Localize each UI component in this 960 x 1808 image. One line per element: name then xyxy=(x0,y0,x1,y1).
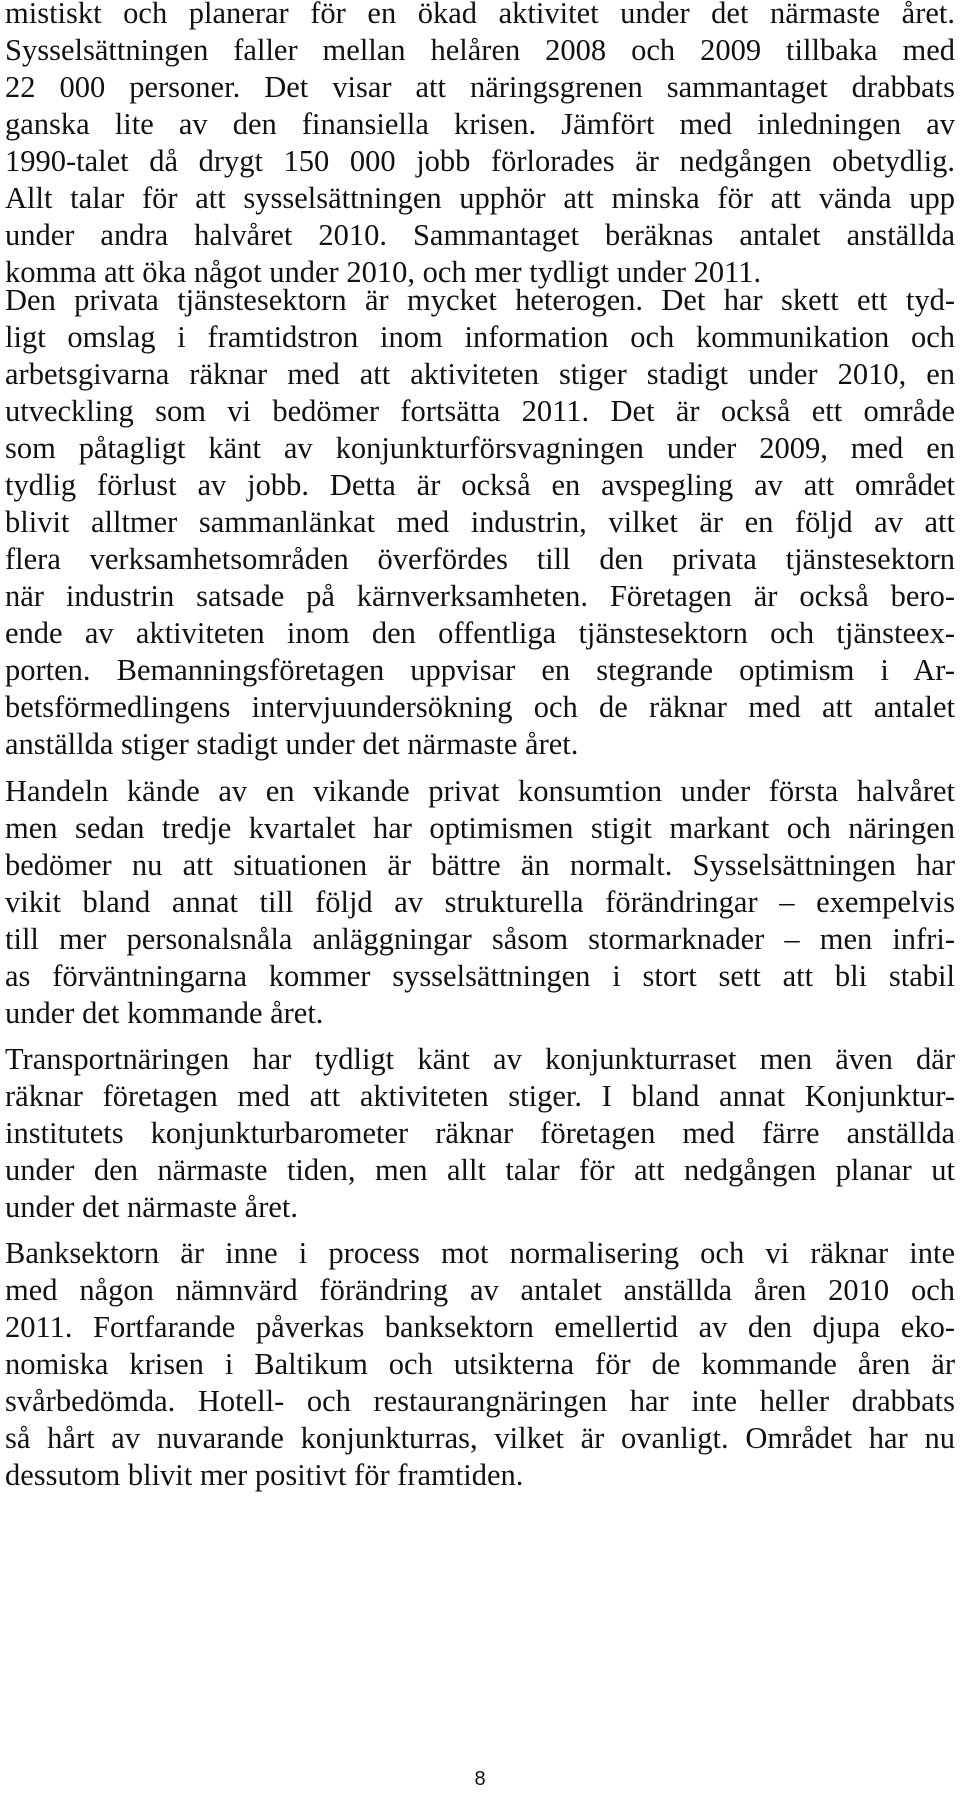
text-line: bedömer nu att situationen är bättre än normalt. Sysselsättningen har xyxy=(5,848,955,882)
text-line: komma att öka något under 2010, och mer tydligt under 2011. xyxy=(5,255,762,289)
text-line: men sedan tredje kvartalet har optimismen stigit markant och näringen xyxy=(5,811,955,845)
text-line: dessutom blivit mer positivt för framtiden. xyxy=(5,1458,524,1492)
paragraph-continuation xyxy=(5,0,955,291)
text-line: tydlig förlust av jobb. Detta är också en avspegling av att området xyxy=(5,468,955,502)
text-line: som påtagligt känt av konjunkturförsvagningen under 2009, med en xyxy=(5,431,955,465)
text-line: under det kommande året. xyxy=(5,996,324,1030)
text-line: flera verksamhetsområden överfördes till den privata tjänstesektorn xyxy=(5,542,955,576)
text-line: Den privata tjänstesektorn är mycket heterogen. Det har skett ett tyd- xyxy=(5,283,955,317)
text-line: under det närmaste året. xyxy=(5,1190,298,1224)
text-line: as förväntningarna kommer sysselsättningen i stort sett att bli stabil xyxy=(5,959,955,993)
text-line: porten. Bemanningsföretagen uppvisar en stegrande optimism i Ar- xyxy=(5,653,955,687)
text-line: ligt omslag i framtidstron inom information och kommunikation och xyxy=(5,320,955,354)
text-line: 1990-talet då drygt 150 000 jobb förlorades är nedgången obetydlig. xyxy=(5,144,955,178)
text-line: arbetsgivarna räknar med att aktiviteten stiger stadigt under 2010, en xyxy=(5,357,955,391)
text-line: vikit bland annat till följd av strukturella förändringar – exempelvis xyxy=(5,885,955,919)
text-line: anställda stiger stadigt under det närmaste året. xyxy=(5,727,579,761)
text-line: Sysselsättningen faller mellan helåren 2008 och 2009 tillbaka med xyxy=(5,33,955,67)
paragraph-banking xyxy=(5,1235,955,1494)
text-line: 22 000 personer. Det visar att näringsgrenen sammantaget drabbats xyxy=(5,70,955,104)
text-line: mistiskt och planerar för en ökad aktivitet under det närmaste året. xyxy=(5,0,955,30)
text-line: Handeln kände av en vikande privat konsumtion under första halvåret xyxy=(5,774,955,808)
text-line: när industrin satsade på kärnverksamheten. Företagen är också bero- xyxy=(5,579,955,613)
text-line: ende av aktiviteten inom den offentliga tjänstesektorn och tjänsteex- xyxy=(5,616,955,650)
text-line: ganska lite av den finansiella krisen. Jämfört med inledningen av xyxy=(5,107,955,141)
text-line: Allt talar för att sysselsättningen upphör att minska för att vända upp xyxy=(5,181,955,215)
text-line: 2011. Fortfarande påverkas banksektorn emellertid av den djupa eko- xyxy=(5,1310,955,1344)
text-line: Transportnäringen har tydligt känt av konjunkturraset men även där xyxy=(5,1042,955,1076)
paragraph-transport xyxy=(5,1041,955,1226)
text-line: nomiska krisen i Baltikum och utsikterna för de kommande åren är xyxy=(5,1347,955,1381)
text-line: svårbedömda. Hotell- och restaurangnäringen har inte heller drabbats xyxy=(5,1384,955,1418)
text-line: under den närmaste tiden, men allt talar för att nedgången planar ut xyxy=(5,1153,955,1187)
text-line: utveckling som vi bedömer fortsätta 2011. Det är också ett område xyxy=(5,394,955,428)
text-line: så hårt av nuvarande konjunkturras, vilket är ovanligt. Området har nu xyxy=(5,1421,955,1455)
paragraph-retail xyxy=(5,773,955,1032)
page-number: 8 xyxy=(474,1768,486,1790)
text-line: Banksektorn är inne i process mot normalisering och vi räknar inte xyxy=(5,1236,955,1270)
text-line: betsförmedlingens intervjuundersökning och de räknar med att antalet xyxy=(5,690,955,724)
text-line: till mer personalsnåla anläggningar såsom stormarknader – men infri- xyxy=(5,922,955,956)
text-line: under andra halvåret 2010. Sammantaget beräknas antalet anställda xyxy=(5,218,955,252)
text-line: med någon nämnvärd förändring av antalet anställda åren 2010 och xyxy=(5,1273,955,1307)
text-line: institutets konjunkturbarometer räknar företagen med färre anställda xyxy=(5,1116,955,1150)
text-line: räknar företagen med att aktiviteten stiger. I bland annat Konjunktur- xyxy=(5,1079,955,1113)
text-line: blivit alltmer sammanlänkat med industrin, vilket är en följd av att xyxy=(5,505,955,539)
paragraph-private-services xyxy=(5,282,955,763)
